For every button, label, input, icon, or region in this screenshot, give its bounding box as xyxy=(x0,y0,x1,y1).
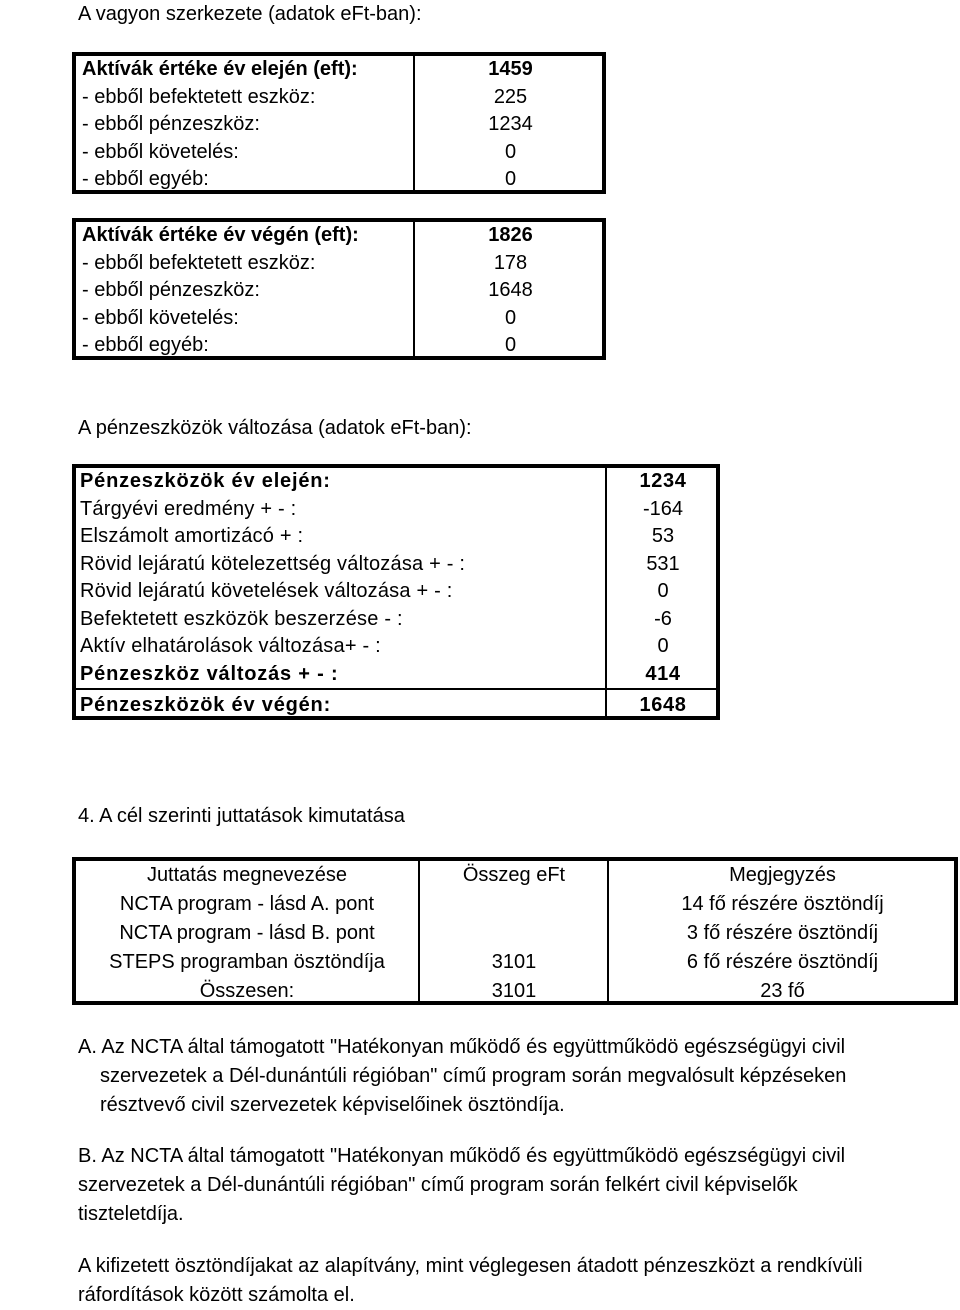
table-row xyxy=(76,305,602,333)
row-value: 1234 xyxy=(639,470,687,492)
note-line: szervezetek a Dél-dunántúli régióban" című program során megvalósult képzéseken xyxy=(100,1065,847,1087)
row-value: 0 xyxy=(504,334,517,356)
note-line: résztvevő civil szervezetek képviselőinek ösztöndíja. xyxy=(100,1094,565,1116)
row-value: 0 xyxy=(657,580,669,602)
grant-note: 14 fő részére ösztöndíj xyxy=(681,893,884,915)
table-row xyxy=(76,56,602,84)
grant-note: 6 fő részére ösztöndíj xyxy=(686,951,879,973)
row-label: Pénzeszköz változás + - : xyxy=(80,662,339,685)
grant-name: NCTA program - lásd B. pont xyxy=(119,922,375,944)
column-header: Megjegyzés xyxy=(729,864,836,886)
row-label: Tárgyévi eredmény + - : xyxy=(80,497,297,520)
row-value: 1648 xyxy=(488,279,533,301)
table-row xyxy=(76,496,716,524)
table-row xyxy=(76,523,716,551)
table-row xyxy=(76,468,716,496)
row-label: - ebből befektetett eszköz: xyxy=(82,251,316,274)
grants-table xyxy=(72,857,958,1005)
row-label: Aktívák értéke év végén (eft): xyxy=(82,224,359,246)
row-label: Rövid lejáratú kötelezettség változása + - : xyxy=(80,552,466,575)
table-row xyxy=(76,977,954,1006)
row-value: 531 xyxy=(646,552,680,575)
table-row xyxy=(76,332,602,360)
row-label: Aktív elhatárolások változása+ - : xyxy=(80,635,381,657)
cash-change-heading: A pénzeszközök változása (adatok eFt-ban): xyxy=(78,417,472,439)
table-header-row xyxy=(76,861,954,890)
table-row xyxy=(76,277,602,305)
row-label: Pénzeszközök év elején: xyxy=(80,470,331,492)
grant-name: STEPS programban ösztöndíja xyxy=(109,951,385,973)
table-row xyxy=(76,661,716,689)
row-label: Elszámolt amortizácó + : xyxy=(80,525,304,547)
row-label: Befektetett eszközök beszerzése - : xyxy=(80,607,403,630)
note-line: A kifizetett ösztöndíjakat az alapítvány, mint véglegesen átadott pénzeszközt a rendkívüli xyxy=(78,1255,863,1277)
row-label: - ebből befektetett eszköz: xyxy=(82,85,316,108)
assets-end-table xyxy=(72,218,606,360)
row-value: -164 xyxy=(642,497,684,520)
row-value: 53 xyxy=(651,525,675,547)
table-row xyxy=(76,84,602,112)
assets-start-table xyxy=(72,52,606,194)
row-label: - ebből pénzeszköz: xyxy=(82,113,260,135)
grant-amount: 3101 xyxy=(491,980,537,1002)
final-note xyxy=(78,1252,958,1310)
grant-name: NCTA program - lásd A. pont xyxy=(119,893,375,915)
table-row xyxy=(76,919,954,948)
row-value: 1459 xyxy=(488,58,533,80)
row-label: Pénzeszközök év végén: xyxy=(80,694,332,716)
row-label: - ebből egyéb: xyxy=(82,168,209,190)
table-row xyxy=(76,606,716,634)
row-label: Rövid lejáratú követelések változása + - : xyxy=(80,580,453,602)
row-value: 1234 xyxy=(488,113,533,135)
note-line: A. Az NCTA által támogatott "Hatékonyan működő és együttműködö egészségügyi civil xyxy=(78,1036,846,1058)
table-row xyxy=(76,688,716,722)
row-value: 0 xyxy=(504,140,517,163)
table-row xyxy=(76,890,954,919)
row-value: -6 xyxy=(654,607,672,630)
table-row xyxy=(76,111,602,139)
row-value: 1826 xyxy=(488,224,533,246)
table-row xyxy=(76,139,602,167)
note-a xyxy=(78,1033,958,1120)
row-label: - ebből pénzeszköz: xyxy=(82,279,260,301)
grant-note: 23 fő xyxy=(760,980,805,1002)
grant-amount: 3101 xyxy=(491,951,537,973)
table-row xyxy=(76,250,602,278)
note-line: ráfordítások között számolta el. xyxy=(78,1284,355,1306)
column-header: Juttatás megnevezése xyxy=(146,864,348,886)
row-label: Aktívák értéke év elején (eft): xyxy=(82,58,358,80)
row-value: 225 xyxy=(493,85,528,108)
cash-change-table xyxy=(72,464,720,720)
row-value: 0 xyxy=(657,635,669,657)
table-row xyxy=(76,948,954,977)
grant-name: Összesen: xyxy=(199,980,295,1002)
table-row xyxy=(76,633,716,661)
row-value: 0 xyxy=(504,306,517,329)
note-line: szervezetek a Dél-dunántúli régióban" című program során felkért civil képviselők xyxy=(78,1174,798,1196)
row-value: 1648 xyxy=(639,694,687,716)
table-row xyxy=(76,222,602,250)
row-value: 0 xyxy=(504,168,517,190)
table-row xyxy=(76,166,602,194)
row-label: - ebből egyéb: xyxy=(82,334,209,356)
row-value: 178 xyxy=(493,251,528,274)
note-line: tiszteletdíja. xyxy=(78,1203,184,1225)
note-line: B. Az NCTA által támogatott "Hatékonyan működő és együttműködö egészségügyi civil xyxy=(78,1145,846,1167)
grant-note: 3 fő részére ösztöndíj xyxy=(686,922,879,944)
asset-structure-heading: A vagyon szerkezete (adatok eFt-ban): xyxy=(78,3,422,25)
table-row xyxy=(76,578,716,606)
row-label: - ebből követelés: xyxy=(82,306,239,329)
row-value: 414 xyxy=(645,662,681,685)
row-label: - ebből követelés: xyxy=(82,140,239,163)
column-header: Összeg eFt xyxy=(462,864,566,886)
table-row xyxy=(76,551,716,579)
grants-heading: 4. A cél szerinti juttatások kimutatása xyxy=(78,805,405,827)
note-b xyxy=(78,1142,958,1229)
